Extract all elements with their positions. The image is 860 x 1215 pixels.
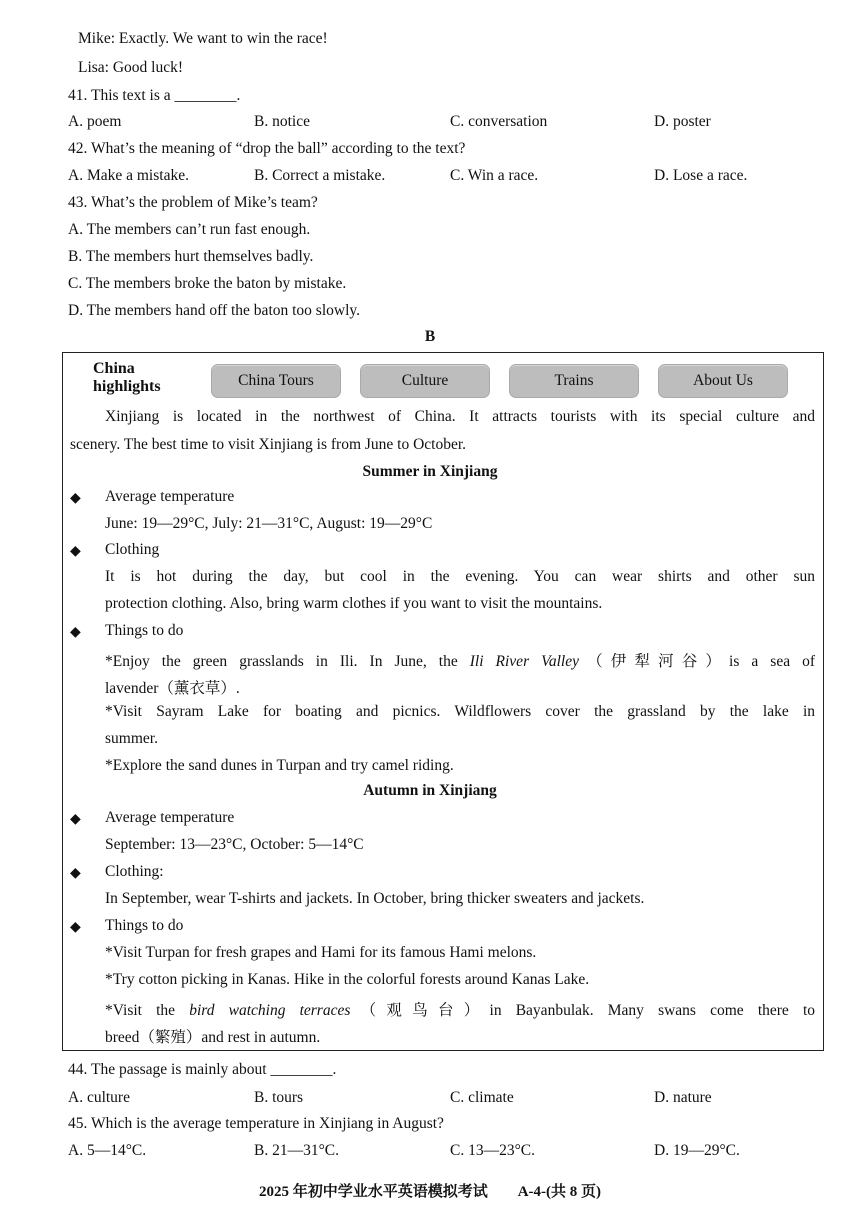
autumn-todo-1: *Visit Turpan for fresh grapes and Hami for its famous Hami melons.: [105, 944, 537, 961]
diamond-bullet-icon: ◆: [70, 920, 81, 935]
site-logo-line2: highlights: [93, 378, 161, 395]
autumn-todo-3-line-1: *Visit the bird watching terraces（观鸟台）in Bayanbulak. Many swans come there to: [105, 1002, 816, 1019]
question-44-option-d: D. nature: [654, 1089, 712, 1106]
site-logo: [93, 360, 161, 396]
summer-clothing-line-2: protection clothing. Also, bring warm clothes if you want to visit the mountains.: [105, 595, 603, 612]
summer-todo-2-line-2: summer.: [105, 730, 158, 747]
question-41-option-a: A. poem: [68, 113, 122, 130]
autumn-temp-value: September: 13—23°C, October: 5—14°C: [105, 836, 364, 853]
question-43-option-d: D. The members hand off the baton too slowly.: [68, 302, 361, 319]
intro-line-1: Xinjiang is located in the northwest of China. It attracts tourists with its special culture and: [105, 408, 815, 425]
question-42-stem: 42. What’s the meaning of “drop the ball” according to the text?: [68, 140, 466, 157]
question-44-stem: 44. The passage is mainly about ________.: [68, 1061, 337, 1078]
question-43-stem: 43. What’s the problem of Mike’s team?: [68, 194, 318, 211]
autumn-todo-label: Things to do: [105, 917, 184, 934]
question-45-option-b: B. 21—31°C.: [254, 1142, 340, 1159]
page-footer: 2025 年初中学业水平英语模拟考试 A-4-(共 8 页): [258, 1184, 602, 1200]
question-41-option-d: D. poster: [654, 113, 711, 130]
question-45-option-d: D. 19—29°C.: [654, 1142, 740, 1159]
question-43-option-c: C. The members broke the baton by mistake.: [68, 275, 347, 292]
question-44-option-a: A. culture: [68, 1089, 130, 1106]
dialog-line-lisa: Lisa: Good luck!: [78, 59, 184, 76]
nav-button-trains[interactable]: Trains: [509, 364, 639, 398]
nav-button-china-tours[interactable]: China Tours: [211, 364, 341, 398]
question-45-option-a: A. 5—14°C.: [68, 1142, 147, 1159]
autumn-todo-2: *Try cotton picking in Kanas. Hike in the colorful forests around Kanas Lake.: [105, 971, 590, 988]
diamond-bullet-icon: ◆: [70, 866, 81, 881]
dialog-line-mike: Mike: Exactly. We want to win the race!: [78, 30, 328, 47]
diamond-bullet-icon: ◆: [70, 625, 81, 640]
summer-todo-3: *Explore the sand dunes in Turpan and try camel riding.: [105, 757, 454, 774]
autumn-heading: Autumn in Xinjiang: [363, 782, 497, 799]
question-42-option-b: B. Correct a mistake.: [254, 167, 386, 184]
summer-temp-label: Average temperature: [105, 488, 235, 505]
question-45-option-c: C. 13—23°C.: [450, 1142, 536, 1159]
intro-line-2: scenery. The best time to visit Xinjiang is from June to October.: [70, 436, 467, 453]
autumn-clothing-label: Clothing:: [105, 863, 164, 880]
nav-button-about-us[interactable]: About Us: [658, 364, 788, 398]
summer-todo-1-line-1: *Enjoy the green grasslands in Ili. In June, the Ili River Valley（伊犁河谷）is a sea of: [105, 653, 816, 670]
question-41-option-c: C. conversation: [450, 113, 548, 130]
summer-clothing-line-1: It is hot during the day, but cool in the evening. You can wear shirts and other sun: [105, 568, 815, 585]
summer-todo-2-line-1: *Visit Sayram Lake for boating and picnics. Wildflowers cover the grassland by the lake in: [105, 703, 815, 720]
summer-todo-label: Things to do: [105, 622, 184, 639]
summer-heading: Summer in Xinjiang: [362, 463, 498, 480]
question-41-stem: 41. This text is a ________.: [68, 87, 241, 104]
autumn-todo-3-line-2: breed（繁殖）and rest in autumn.: [105, 1029, 321, 1046]
question-45-stem: 45. Which is the average temperature in Xinjiang in August?: [68, 1115, 444, 1132]
diamond-bullet-icon: ◆: [70, 812, 81, 827]
autumn-clothing-line-1: In September, wear T-shirts and jackets. In October, bring thicker sweaters and jackets.: [105, 890, 645, 907]
diamond-bullet-icon: ◆: [70, 491, 81, 506]
site-logo-line1: China: [93, 360, 135, 377]
section-label-b: B: [424, 328, 436, 345]
question-43-option-b: B. The members hurt themselves badly.: [68, 248, 314, 265]
question-42-option-d: D. Lose a race.: [654, 167, 748, 184]
summer-clothing-label: Clothing: [105, 541, 160, 558]
nav-button-culture[interactable]: Culture: [360, 364, 490, 398]
question-42-option-a: A. Make a mistake.: [68, 167, 189, 184]
diamond-bullet-icon: ◆: [70, 544, 81, 559]
autumn-temp-label: Average temperature: [105, 809, 235, 826]
question-41-option-b: B. notice: [254, 113, 310, 130]
summer-temp-value: June: 19—29°C, July: 21—31°C, August: 19—29°C: [105, 515, 433, 532]
question-44-option-c: C. climate: [450, 1089, 514, 1106]
summer-todo-1-line-2: lavender（薰衣草）.: [105, 680, 240, 697]
question-42-option-c: C. Win a race.: [450, 167, 539, 184]
question-44-option-b: B. tours: [254, 1089, 304, 1106]
question-43-option-a: A. The members can’t run fast enough.: [68, 221, 311, 238]
